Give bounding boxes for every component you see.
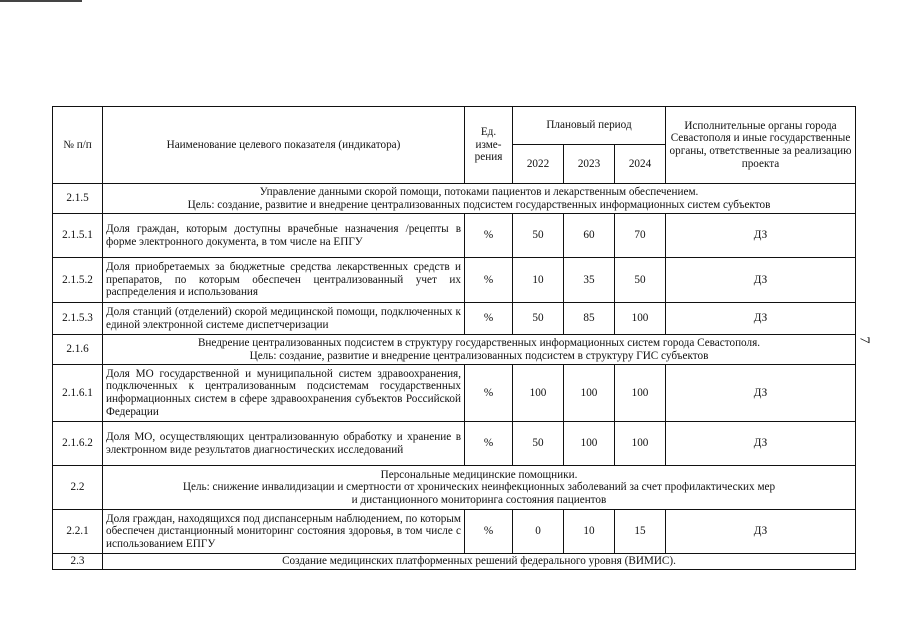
section-title — [103, 184, 856, 214]
unit-cell: % — [465, 510, 513, 554]
table-row — [53, 365, 856, 422]
section-title — [103, 554, 856, 570]
unit-cell: % — [465, 258, 513, 303]
value-2023: 35 — [564, 258, 615, 303]
row-number: 2.2.1 — [53, 510, 103, 554]
value-2024: 50 — [615, 258, 666, 303]
section-line: Внедрение централизованных подсистем в структуру государственных информационных систем города Севастополя. — [197, 336, 761, 349]
responsible-cell: ДЗ — [666, 365, 856, 422]
unit-cell: % — [465, 422, 513, 466]
value-2023: 100 — [564, 365, 615, 422]
row-number: 2.3 — [53, 554, 103, 570]
row-number: 2.1.5.1 — [53, 214, 103, 258]
header-year-2023: 2023 — [564, 145, 615, 184]
table-row — [53, 258, 856, 303]
value-2024: 100 — [615, 303, 666, 335]
value-2022: 50 — [513, 214, 564, 258]
top-rule — [0, 0, 82, 2]
responsible-cell: ДЗ — [666, 214, 856, 258]
value-2023: 100 — [564, 422, 615, 466]
responsible-cell: ДЗ — [666, 422, 856, 466]
section-row — [53, 466, 856, 510]
unit-cell: % — [465, 214, 513, 258]
indicator-name: Доля станций (отделений) скорой медицинской помощи, подключенных к единой электронной системе диспетчеризации — [103, 303, 465, 335]
header-responsible: Исполнительные органы города Севастополя и иные государственные органы, ответственные за реализацию проекта — [666, 107, 856, 184]
value-2024: 100 — [615, 422, 666, 466]
row-number: 2.1.6 — [53, 335, 103, 365]
section-line: Цель: создание, развитие и внедрение централизованных подсистем государственных информационных систем субъектов — [187, 198, 771, 211]
table-body — [53, 107, 856, 570]
section-title — [103, 466, 856, 510]
value-2023: 10 — [564, 510, 615, 554]
indicator-name: Доля граждан, которым доступны врачебные назначения /рецепты в форме электронного документа, в том числе на ЕПГУ — [103, 214, 465, 258]
indicators-table — [52, 106, 856, 570]
value-2023: 60 — [564, 214, 615, 258]
section-row — [53, 184, 856, 214]
value-2024: 100 — [615, 365, 666, 422]
value-2022: 0 — [513, 510, 564, 554]
row-number: 2.2 — [53, 466, 103, 510]
indicator-name: Доля МО государственной и муниципальной систем здравоохранения, подключенных к централизованным подсистемам государственных информационных систем в сфере здравоохранения субъектов Российской Федерации — [103, 365, 465, 422]
section-line: Персональные медицинские помощники. — [380, 468, 578, 481]
row-number: 2.1.5.3 — [53, 303, 103, 335]
indicator-name: Доля граждан, находящихся под диспансерным наблюдением, по которым обеспечен дистанционный мониторинг состояния здоровья, в том числе с использованием ЕПГУ — [103, 510, 465, 554]
section-row — [53, 554, 856, 570]
value-2024: 15 — [615, 510, 666, 554]
row-number: 2.1.5.2 — [53, 258, 103, 303]
header-row — [53, 107, 856, 145]
value-2022: 100 — [513, 365, 564, 422]
header-name: Наименование целевого показателя (индикатора) — [103, 107, 465, 184]
value-2022: 50 — [513, 422, 564, 466]
unit-cell: % — [465, 303, 513, 335]
section-row — [53, 335, 856, 365]
row-number: 2.1.5 — [53, 184, 103, 214]
section-title — [103, 335, 856, 365]
row-number: 2.1.6.1 — [53, 365, 103, 422]
value-2022: 50 — [513, 303, 564, 335]
responsible-cell: ДЗ — [666, 303, 856, 335]
section-line: и дистанционного мониторинга состояния пациентов — [351, 493, 607, 506]
section-line: Цель: создание, развитие и внедрение централизованных подсистем в структуру ГИС субъектов — [249, 349, 709, 362]
responsible-cell: ДЗ — [666, 258, 856, 303]
header-period: Плановый период — [513, 107, 666, 145]
value-2022: 10 — [513, 258, 564, 303]
header-year-2024: 2024 — [615, 145, 666, 184]
indicator-name: Доля приобретаемых за бюджетные средства лекарственных средств и препаратов, по которым обеспечен централизованный учет их распределения и использования — [103, 258, 465, 303]
table-row — [53, 214, 856, 258]
page-number: 7 — [856, 336, 872, 344]
row-number: 2.1.6.2 — [53, 422, 103, 466]
responsible-cell: ДЗ — [666, 510, 856, 554]
header-num: № п/п — [53, 107, 103, 184]
table-row — [53, 422, 856, 466]
table-row — [53, 303, 856, 335]
value-2024: 70 — [615, 214, 666, 258]
indicator-name: Доля МО, осуществляющих централизованную обработку и хранение в электронном виде результатов диагностических исследований — [103, 422, 465, 466]
section-line: Создание медицинских платформенных решений федерального уровня (ВИМИС). — [282, 555, 676, 568]
table-row — [53, 510, 856, 554]
section-line: Цель: снижение инвалидизации и смертности от хронических неинфекционных заболеваний за счет профилактических мер — [182, 481, 776, 494]
unit-cell: % — [465, 365, 513, 422]
value-2023: 85 — [564, 303, 615, 335]
header-year-2022: 2022 — [513, 145, 564, 184]
section-line: Управление данными скорой помощи, потоками пациентов и лекарственным обеспечением. — [259, 185, 699, 198]
header-unit: Ед. изме- рения — [465, 107, 513, 184]
